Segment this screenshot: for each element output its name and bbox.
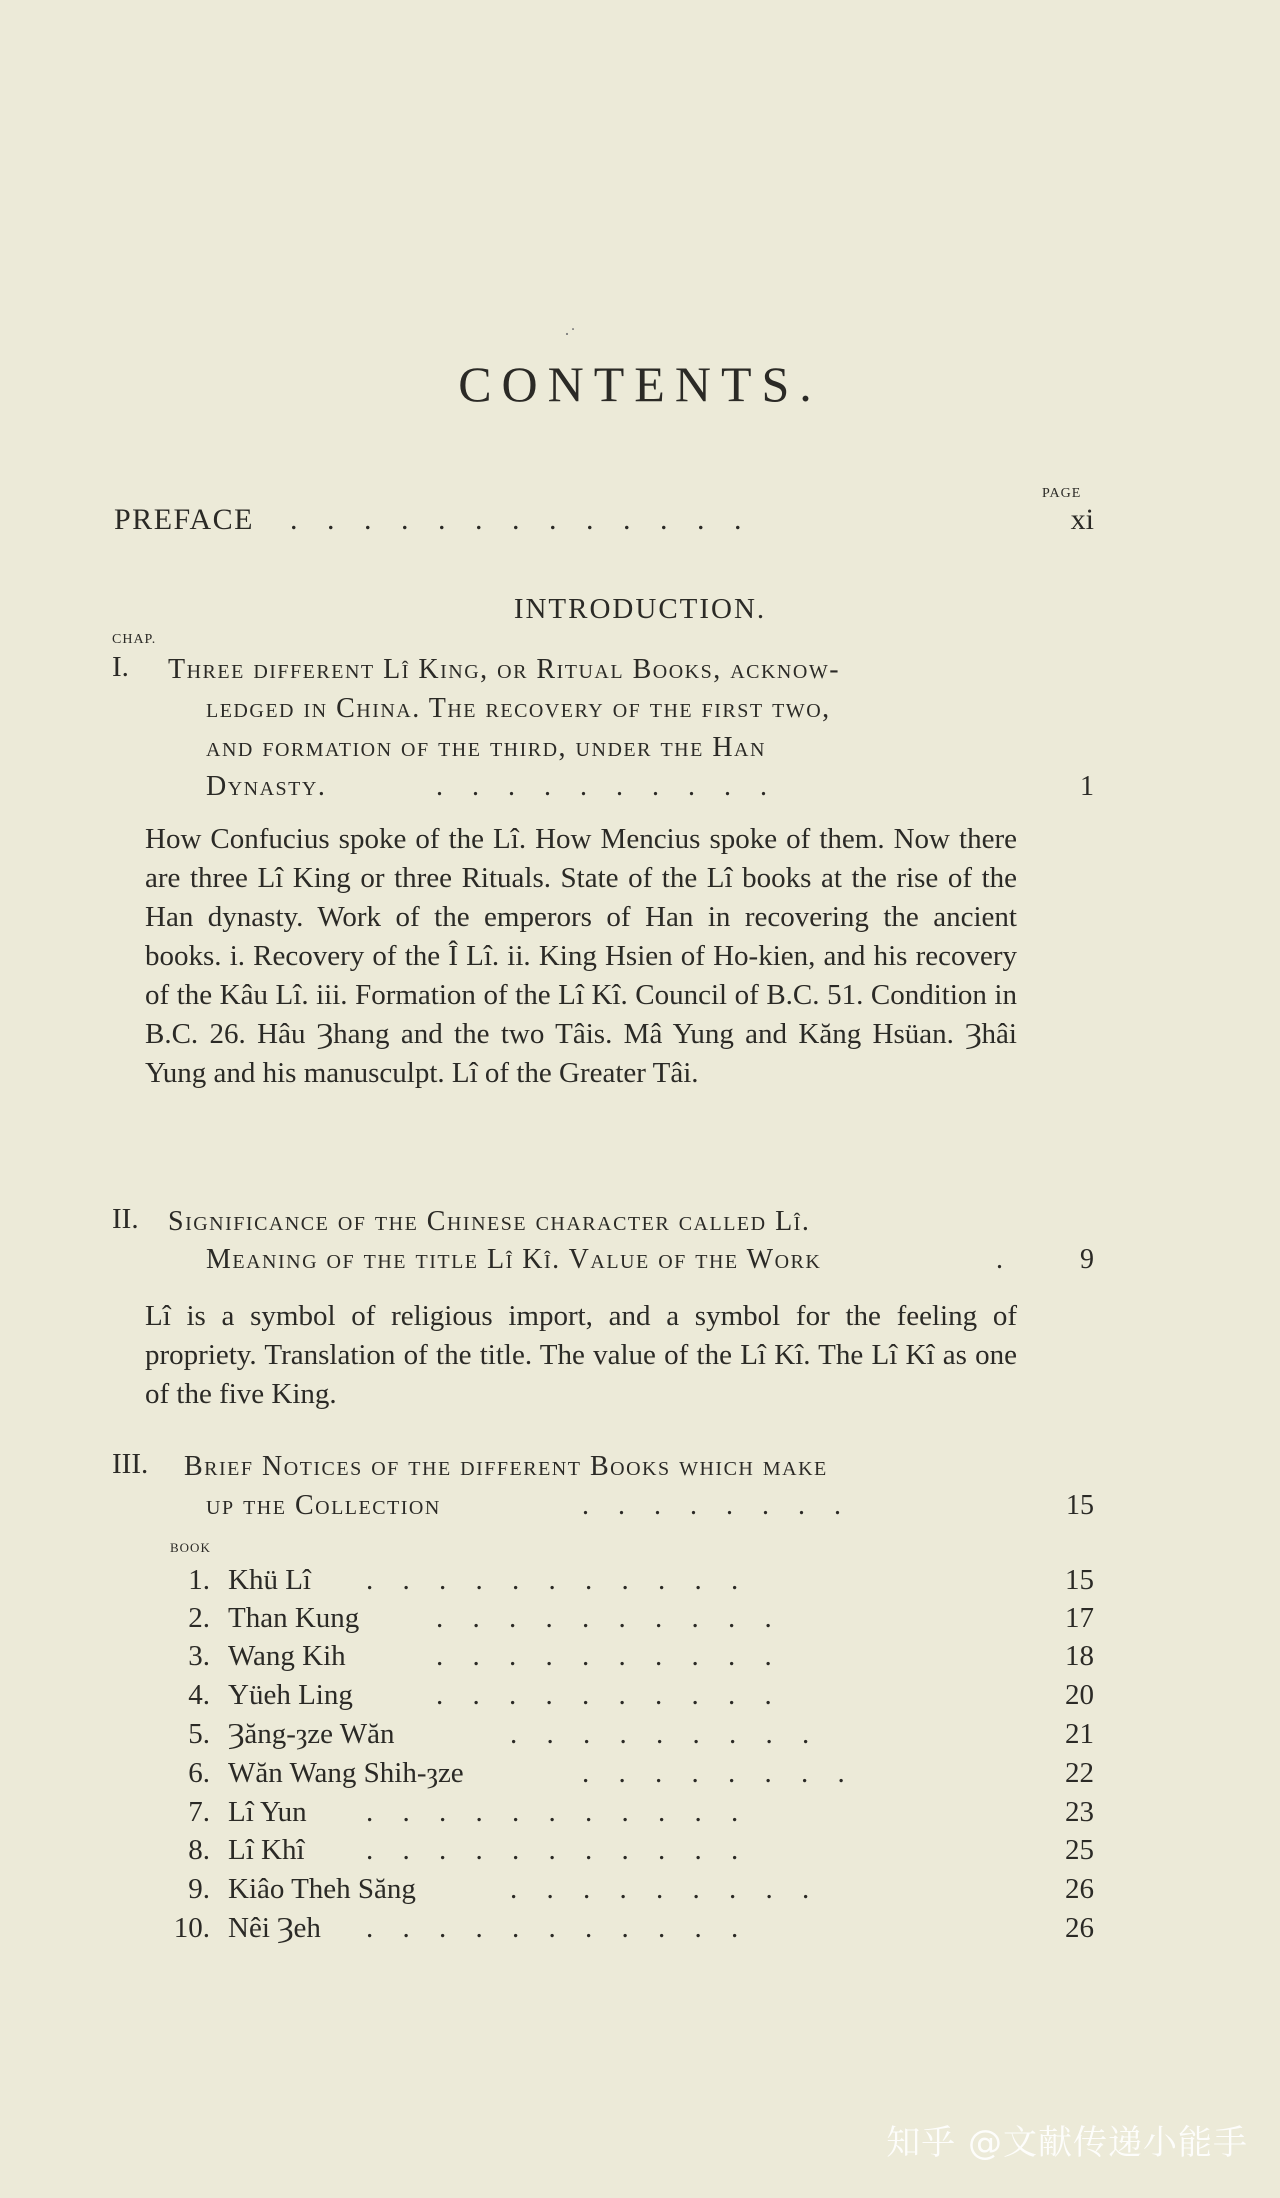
chapter-1-page: 1 [1080,771,1094,802]
book-number: 4. [188,1679,210,1711]
book-number: 3. [188,1640,210,1672]
book-page: 21 [1065,1718,1094,1750]
book-entry [0,1640,1280,1680]
chapter-2-page: 9 [1080,1244,1094,1275]
chapter-1-heading-line: Three different Lî King, or Ritual Books, acknow- [168,654,841,685]
leader-dots: . . . . . . . . [582,1757,845,1789]
book-number: 2. [188,1602,210,1634]
book-entry [0,1757,1280,1797]
chapter-2-final-line [0,1244,1280,1288]
book-name: Wang Kih [228,1640,346,1672]
chapter-3-heading-line: Brief Notices of the different Books which make [184,1451,828,1482]
leader-dots: . . . . . . . . [582,1490,841,1521]
book-entry [0,1602,1280,1642]
leader-dots: . . . . . . . . . [510,1873,810,1905]
chapter-1-heading-line: ledged in China. The recovery of the first two, [206,693,831,724]
chapter-3-final-line [0,1490,1280,1534]
ink-speck: ·˙ [564,324,576,344]
leader-dots: . . . . . . . . . [510,1718,810,1750]
leader-dots: . . . . . . . . . . . [366,1564,739,1596]
book-page: 26 [1065,1912,1094,1944]
book-page: 23 [1065,1796,1094,1828]
book-name: Kiâo Theh Săng [228,1873,416,1905]
book-number: 8. [188,1834,210,1866]
book-name: Lî Yun [228,1796,307,1828]
leader-dots: . . . . . . . . . . [436,771,767,802]
chapter-2-heading-line: Significance of the Chinese character called Lî. [168,1206,811,1237]
leader-dots: . [996,1244,1003,1275]
book-page: 20 [1065,1679,1094,1711]
leader-dots: . . . . . . . . . . . [366,1912,739,1944]
book-name: Than Kung [228,1602,360,1634]
book-number: 10. [173,1912,210,1944]
preface-page: xi [1070,503,1094,536]
book-name: Khü Lî [228,1564,311,1596]
watermark: 知乎 @文献传递小能手 [886,2123,1248,2163]
book-page: 15 [1065,1564,1094,1596]
page-title: CONTENTS. [458,356,822,412]
leader-dots: . . . . . . . . . . [436,1640,772,1672]
chapter-1-final-line [0,771,1280,815]
chapter-2-summary: Lî is a symbol of religious import, and a symbol for the feeling of propriety. Translation of the title. The value of the Lî Kî. The Lî Kî as one of the five King. [145,1300,1017,1410]
book-number: 7. [188,1796,210,1828]
chapter-1-heading-line: and formation of the third, under the Han [206,732,766,763]
preface-entry [0,503,1280,547]
book-name: Nêi Ȝeh [228,1912,321,1944]
book-entry [0,1796,1280,1836]
leader-dots: . . . . . . . . . . . [366,1834,739,1866]
leader-dots: . . . . . . . . . . . . . [290,503,742,536]
book-number: 6. [188,1757,210,1789]
chapter-2-heading-line: Meaning of the title Lî Kî. Value of the Work [206,1244,822,1275]
chapter-1-numeral: I. [112,651,129,683]
book-name: Lî Khî [228,1834,305,1866]
preface-label: PREFACE [114,503,254,536]
book-entry [0,1912,1280,1952]
book-page: 22 [1065,1757,1094,1789]
book-entry [0,1564,1280,1604]
chapter-3-page: 15 [1066,1490,1094,1521]
page-column-label: PAGE [1042,486,1082,501]
book-page: 17 [1065,1602,1094,1634]
chapter-2-numeral: II. [112,1203,139,1235]
book-number: 9. [188,1873,210,1905]
book-label: BOOK [170,1540,211,1555]
introduction-heading: INTRODUCTION. [513,593,767,625]
chapter-3-heading-line: up the Collection [206,1490,441,1521]
book-page: 18 [1065,1640,1094,1672]
leader-dots: . . . . . . . . . . [436,1679,772,1711]
book-entry [0,1834,1280,1874]
chapter-3-numeral: III. [112,1448,149,1480]
book-name: Ȝăng-ȝze Wăn [228,1718,395,1750]
leader-dots: . . . . . . . . . . [436,1602,772,1634]
book-entry [0,1679,1280,1719]
book-page: 26 [1065,1873,1094,1905]
book-entry [0,1718,1280,1758]
book-number: 1. [188,1564,210,1596]
book-page: 25 [1065,1834,1094,1866]
chap-label: CHAP. [112,632,157,647]
book-number: 5. [188,1718,210,1750]
chapter-1-heading-line: Dynasty. [206,771,327,802]
book-entry [0,1873,1280,1913]
book-name: Wăn Wang Shih-ȝze [228,1757,464,1789]
book-name: Yüeh Ling [228,1679,353,1711]
leader-dots: . . . . . . . . . . . [366,1796,739,1828]
chapter-1-summary: How Confucius spoke of the Lî. How Mencius spoke of them. Now there are three Lî King or three Rituals. State of the Lî books at the rise of the Han dynasty. Work of the emperors of Han in recovering the ancient books. i. Recovery of the Î Lî. ii. King Hsien of Ho-kien, and his recovery of the Kâu Lî. iii. Formation of the Lî Kî. Council of B.C. 51. Condition in B.C. 26. Hâu Ȝhang and the two Tâis. Mâ Yung and Kăng Hsüan. Ȝhâi Yung and his manusculpt. Lî of the Greater Tâi. [145,823,1017,1089]
